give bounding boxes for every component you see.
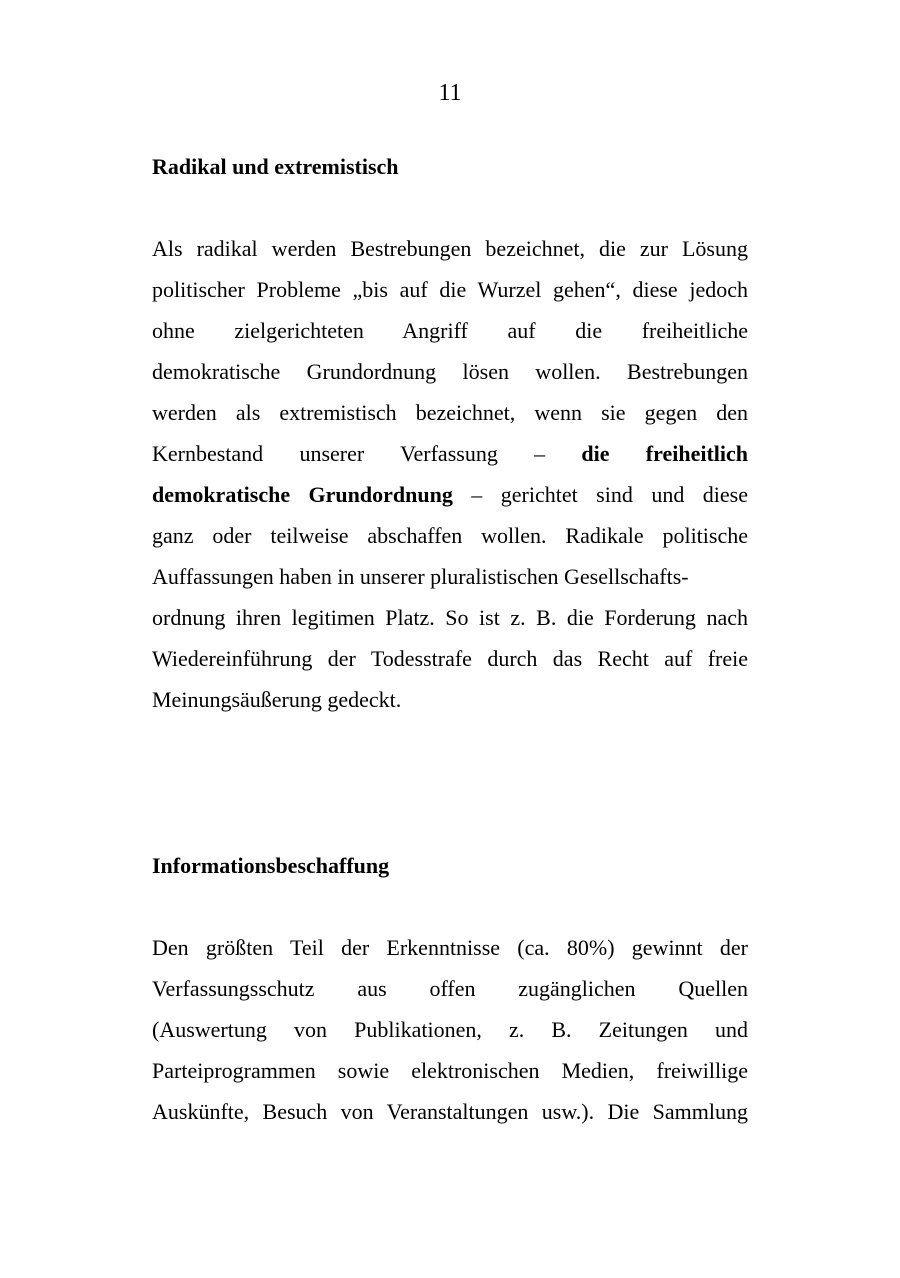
paragraph-line: Auffassungen haben in unserer pluralistischen Gesellschafts- — [152, 564, 689, 589]
paragraph-line: (Auswertung von Publikationen, z. B. Zeitungen und — [152, 1017, 748, 1042]
paragraph-line: Als radikal werden Bestrebungen bezeichnet, die zur Lösung — [152, 236, 748, 261]
paragraph-line: Auskünfte, Besuch von Veranstaltungen usw.). Die Sammlung — [152, 1099, 748, 1124]
paragraph-radikal — [152, 228, 748, 720]
paragraph-line: ohne zielgerichteten Angriff auf die freiheitliche — [152, 318, 748, 343]
paragraph-line — [152, 474, 748, 515]
paragraph-line: Verfassungsschutz aus offen zugänglichen Quellen — [152, 976, 748, 1001]
paragraph-line: werden als extremistisch bezeichnet, wenn sie gegen den — [152, 400, 748, 425]
paragraph-line — [152, 433, 748, 474]
page-number: 11 — [438, 80, 462, 106]
paragraph-line: politischer Probleme „bis auf die Wurzel gehen“, diese jedoch — [152, 277, 748, 302]
paragraph-line: Wiedereinführung der Todesstrafe durch das Recht auf freie — [152, 646, 748, 671]
paragraph-line: Meinungsäußerung gedeckt. — [152, 687, 402, 712]
paragraph-line: Den größten Teil der Erkenntnisse (ca. 80%) gewinnt der — [152, 935, 748, 960]
bold-emphasis: die freiheitlich — [581, 441, 749, 466]
paragraph-informationsbeschaffung — [152, 927, 748, 1132]
paragraph-line: Parteiprogrammen sowie elektronischen Medien, freiwillige — [152, 1058, 748, 1083]
paragraph-line: ganz oder teilweise abschaffen wollen. Radikale politische — [152, 523, 748, 548]
paragraph-line: ordnung ihren legitimen Platz. So ist z. B. die Forderung nach — [152, 605, 748, 630]
section-heading-informationsbeschaffung: Informationsbeschaffung — [152, 853, 390, 878]
section-heading-radikal: Radikal und extremistisch — [152, 154, 399, 179]
bold-emphasis: demokratische Grundordnung — [152, 482, 453, 507]
line-text: Kernbestand unserer Verfassung – — [152, 441, 546, 466]
line-text: – gerichtet sind und diese — [452, 482, 748, 507]
paragraph-line: demokratische Grundordnung lösen wollen. Bestrebungen — [152, 359, 748, 384]
